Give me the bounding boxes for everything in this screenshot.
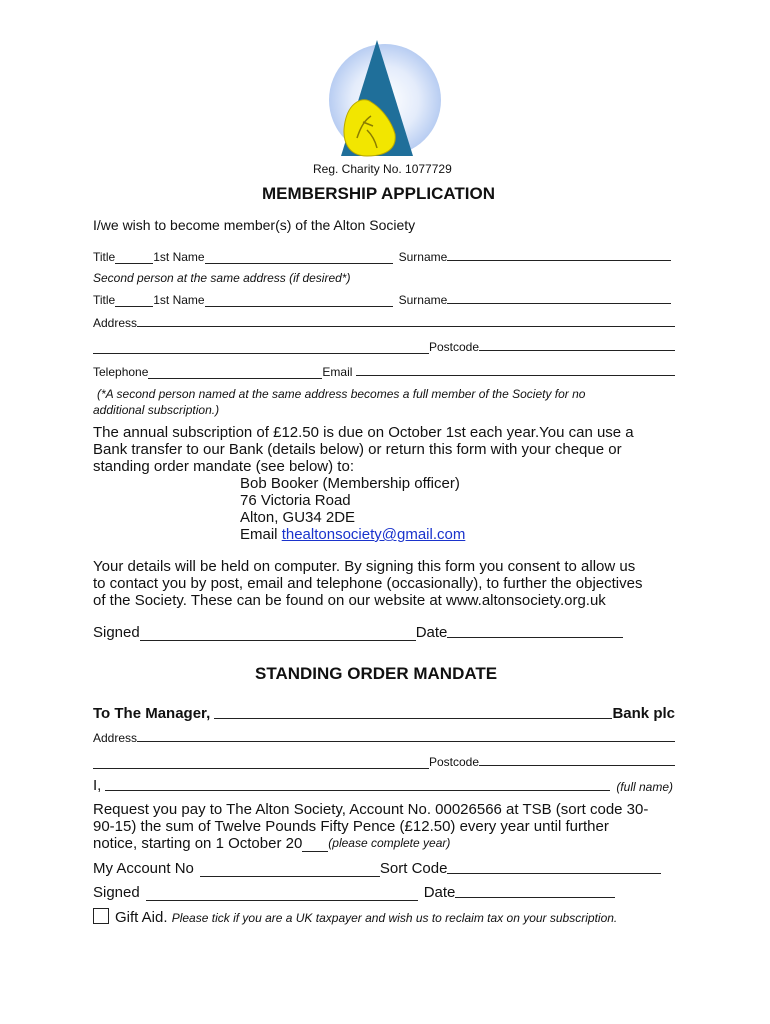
contact-email-link[interactable]: thealtonsociety@gmail.com — [281, 526, 466, 543]
firstname-field[interactable] — [205, 253, 393, 264]
telephone-field[interactable] — [148, 368, 322, 379]
privacy-line3: of the Society. These can be found on our website at www.altonsociety.org.uk — [93, 592, 606, 609]
address-field[interactable] — [137, 325, 675, 327]
mandate-signed-row — [93, 884, 615, 901]
request-text — [93, 801, 683, 852]
firstname-field[interactable] — [205, 296, 393, 307]
mandate-title: STANDING ORDER MANDATE — [255, 664, 498, 683]
request-line1: Request you pay to The Alton Society, Account No. 00026566 at TSB (sort code 30- — [93, 801, 649, 818]
bank-plc-label: Bank plc — [612, 705, 675, 722]
mandate-postcode-label: Postcode — [429, 755, 480, 769]
contact-email-row — [240, 526, 640, 543]
alton-society-logo — [327, 30, 443, 158]
mandate-address-label: Address — [93, 731, 138, 745]
email-label: Email — [322, 365, 353, 379]
page-title: MEMBERSHIP APPLICATION — [262, 184, 495, 203]
firstname-label: 1st Name — [153, 293, 205, 307]
mandate-signed-label: Signed — [93, 884, 140, 901]
surname-field[interactable] — [447, 259, 671, 261]
mandate-address-row — [93, 731, 675, 745]
mandate-address-field[interactable] — [137, 740, 675, 742]
title-field[interactable] — [115, 296, 153, 307]
mandate-date-field[interactable] — [455, 896, 615, 898]
my-account-label: My Account No — [93, 860, 194, 877]
i-label: I, — [93, 777, 102, 794]
surname-field[interactable] — [447, 302, 671, 304]
address-line2-field[interactable] — [93, 343, 429, 354]
email-field[interactable] — [356, 374, 675, 376]
contact-address — [240, 475, 640, 543]
full-name-field[interactable] — [105, 789, 610, 791]
person2-row — [93, 293, 671, 307]
mandate-date-label: Date — [423, 884, 456, 901]
account-row — [93, 860, 661, 877]
title-label: Title — [93, 250, 116, 264]
privacy-line2: to contact you by post, email and telephone (occasionally), to further the objectives — [93, 575, 643, 592]
full-name-row — [93, 777, 673, 794]
firstname-label: 1st Name — [153, 250, 205, 264]
privacy-text — [93, 558, 683, 609]
person1-row — [93, 250, 671, 264]
mandate-signed-field[interactable] — [146, 888, 418, 901]
note-line2: additional subscription.) — [93, 403, 220, 417]
postcode-row — [93, 340, 675, 354]
account-number-field[interactable] — [200, 864, 380, 877]
signed-label: Signed — [93, 624, 140, 641]
date-label: Date — [415, 624, 448, 641]
title-label: Title — [93, 293, 116, 307]
second-person-label: Second person at the same address (if desired*) — [93, 271, 351, 285]
signed-field[interactable] — [140, 628, 416, 641]
address-label: Address — [93, 316, 138, 330]
surname-label: Surname — [398, 250, 448, 264]
signature-row — [93, 624, 623, 641]
subscription-line3: standing order mandate (see below) to: — [93, 458, 354, 475]
bank-name-field[interactable] — [214, 717, 612, 719]
membership-intro: I/we wish to become member(s) of the Alton Society — [93, 217, 416, 233]
gift-aid-note: Please tick if you are a UK taxpayer and wish us to reclaim tax on your subscription. — [171, 911, 618, 925]
contact-name: Bob Booker (Membership officer) — [240, 475, 460, 492]
mandate-address-line2-field[interactable] — [93, 758, 429, 769]
date-field[interactable] — [447, 636, 623, 638]
request-line3: notice, starting on 1 October 20 — [93, 835, 303, 852]
title-field[interactable] — [115, 253, 153, 264]
mandate-postcode-row — [93, 755, 675, 769]
manager-row — [93, 705, 675, 722]
subscription-line1: The annual subscription of £12.50 is due on October 1st each year.You can use a — [93, 424, 634, 441]
year-field[interactable] — [302, 841, 328, 852]
contact-town: Alton, GU34 2DE — [240, 509, 356, 526]
mandate-postcode-field[interactable] — [479, 764, 675, 766]
address-row — [93, 316, 675, 330]
subscription-line2: Bank transfer to our Bank (details below) or return this form with your cheque or — [93, 441, 622, 458]
to-manager-label: To The Manager, — [93, 705, 211, 722]
email-prefix: Email — [240, 526, 282, 543]
charity-number: Reg. Charity No. 1077729 — [313, 162, 452, 176]
gift-aid-label: Gift Aid. — [115, 909, 168, 926]
contact-street: 76 Victoria Road — [240, 492, 351, 509]
gift-aid-row — [93, 908, 617, 926]
request-line3-row — [93, 835, 683, 852]
gift-aid-checkbox[interactable] — [93, 908, 109, 924]
postcode-field[interactable] — [479, 349, 675, 351]
contact-row — [93, 365, 675, 379]
request-line2: 90-15) the sum of Twelve Pounds Fifty Pence (£12.50) every year until further — [93, 818, 609, 835]
complete-year-hint: (please complete year) — [328, 836, 451, 850]
sort-code-field[interactable] — [447, 872, 661, 874]
sort-code-label: Sort Code — [379, 860, 448, 877]
surname-label: Surname — [398, 293, 448, 307]
privacy-line1: Your details will be held on computer. By signing this form you consent to allow us — [93, 558, 636, 575]
note-line1: (*A second person named at the same address becomes a full member of the Society for no — [97, 387, 586, 401]
subscription-text — [93, 424, 683, 475]
full-name-hint: (full name) — [616, 780, 673, 794]
telephone-label: Telephone — [93, 365, 149, 379]
postcode-label: Postcode — [429, 340, 480, 354]
